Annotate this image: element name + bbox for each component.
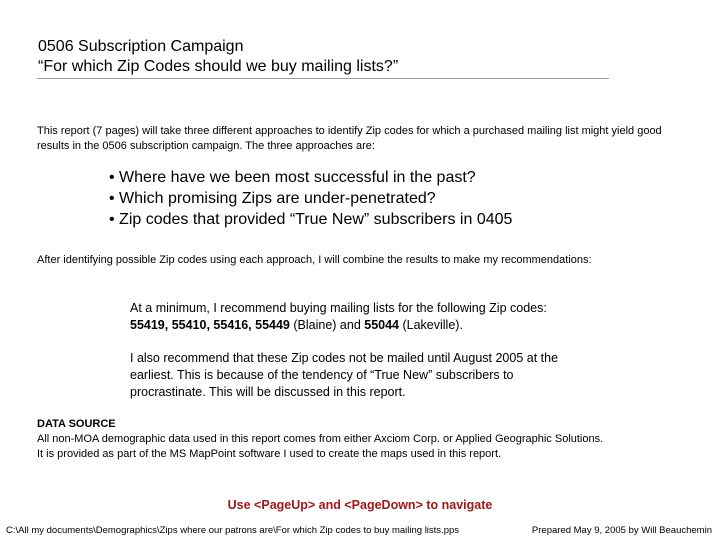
footer-prepared-by: Prepared May 9, 2005 by Will Beauchemin: [531, 525, 712, 536]
approach-item: • Zip codes that provided “True New” subscribers in 0405: [109, 211, 513, 228]
after-paragraph: After identifying possible Zip codes using each approach, I will combine the results to make my recommendations:: [37, 254, 592, 266]
title-divider: [37, 78, 609, 79]
recommendation-box: [130, 300, 570, 401]
lakeville-label: (Lakeville).: [399, 318, 463, 332]
footer-file-path: C:\All my documents\Demographics\Zips where our patrons are\For which Zip codes to buy mailing lists.pps: [6, 525, 460, 536]
recommendation-paragraph: [130, 300, 570, 334]
navigation-hint: Use <PageUp> and <PageDown> to navigate: [227, 498, 493, 512]
data-source-line: All non-MOA demographic data used in this report comes from either Axciom Corp. or Applied Geographic Solutions.: [37, 433, 604, 445]
timing-paragraph: I also recommend that these Zip codes not be mailed until August 2005 at the earliest. This is because of the tendency of “True New” subscribers to procrastinate. This will be discussed in this report.: [130, 351, 559, 399]
approach-item: • Which promising Zips are under-penetrated?: [109, 190, 436, 207]
approach-item: • Where have we been most successful in the past?: [109, 169, 476, 186]
recommendation-intro: At a minimum, I recommend buying mailing lists for the following Zip codes:: [130, 301, 547, 315]
intro-paragraph: This report (7 pages) will take three different approaches to identify Zip codes for which a purchased mailing list might yield good results in the 0506 subscription campaign. The three approaches are:: [37, 125, 662, 152]
page-title: [38, 37, 398, 77]
approaches-list: [109, 167, 512, 230]
data-source-section: [37, 417, 717, 462]
data-source-heading: DATA SOURCE: [37, 418, 116, 430]
blaine-zip-codes: 55419, 55410, 55416, 55449: [130, 318, 290, 332]
title-line-2: “For which Zip Codes should we buy mailing lists?”: [38, 58, 399, 75]
blaine-label: (Blaine) and: [289, 318, 365, 332]
data-source-line: It is provided as part of the MS MapPoint software I used to create the maps used in this report.: [37, 448, 502, 460]
lakeville-zip-code: 55044: [364, 318, 400, 332]
title-line-1: 0506 Subscription Campaign: [38, 38, 244, 55]
